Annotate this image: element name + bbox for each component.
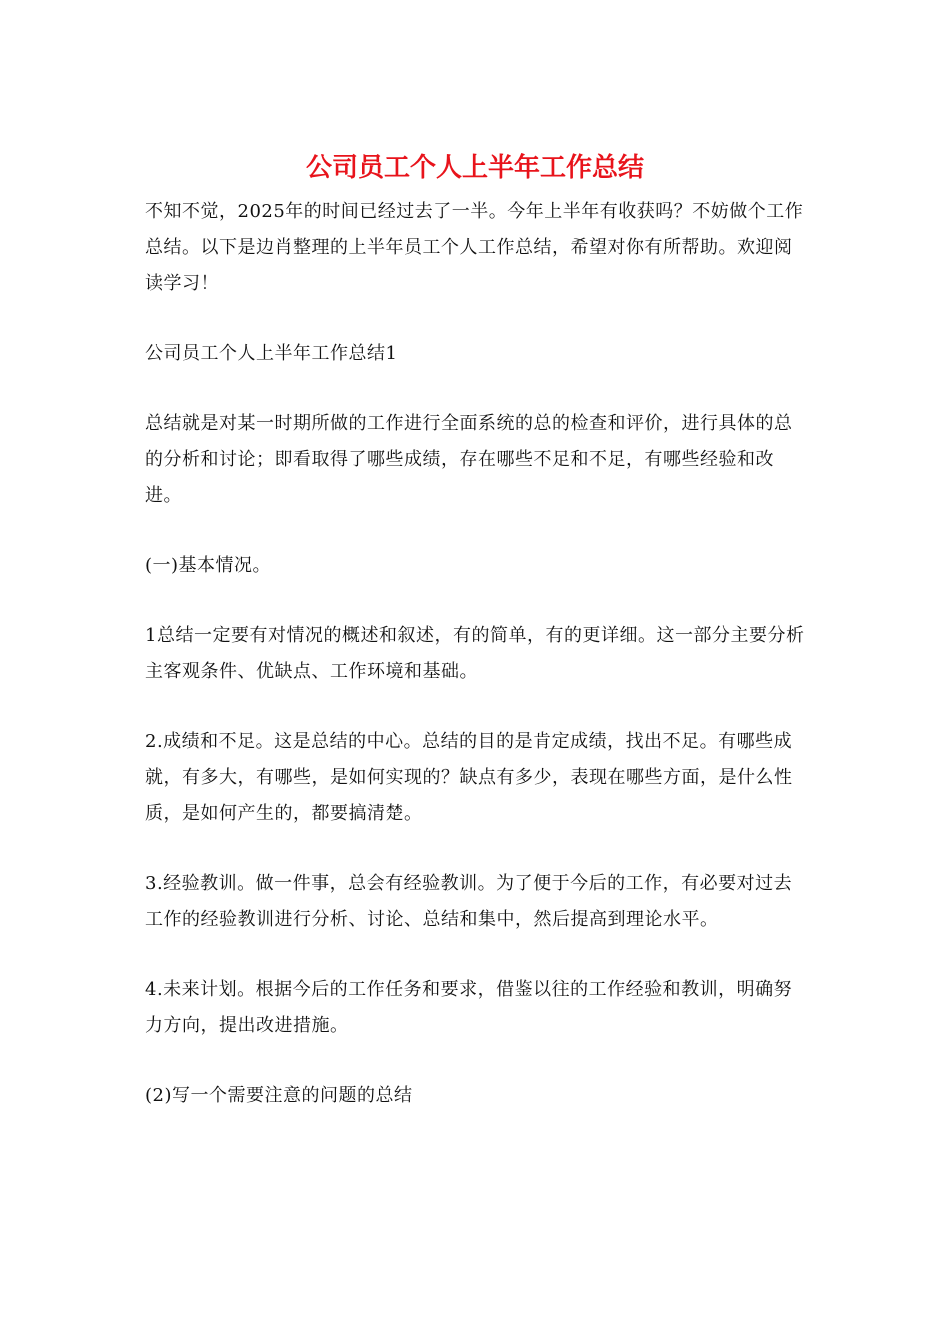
paragraph-definition: 总结就是对某一时期所做的工作进行全面系统的总的检查和评价，进行具体的总的分析和讨论；即看取得了哪些成绩，存在哪些不足和不足，有哪些经验和改进。 (145, 413, 793, 506)
document-body (145, 194, 805, 1148)
paragraph-note: (2)写一个需要注意的问题的总结 (145, 1085, 413, 1106)
paragraph-basic-situation: (一)基本情况。 (145, 555, 272, 576)
paragraph-intro: 不知不觉，2025年的时间已经过去了一半。今年上半年有收获吗？不妨做个工作总结。以下是边肖整理的上半年员工个人工作总结，希望对你有所帮助。欢迎阅读学习！ (145, 201, 804, 294)
paragraph-item-3: 3.经验教训。做一件事，总会有经验教训。为了便于今后的工作，有必要对过去工作的经验教训进行分析、讨论、总结和集中，然后提高到理论水平。 (145, 873, 793, 930)
paragraph-item-1: 1总结一定要有对情况的概述和叙述，有的简单，有的更详细。这一部分主要分析主客观条件、优缺点、工作环境和基础。 (145, 625, 805, 682)
document-title: 公司员工个人上半年工作总结 (305, 153, 644, 183)
paragraph-item-2: 2.成绩和不足。这是总结的中心。总结的目的是肯定成绩，找出不足。有哪些成就，有多大，有哪些，是如何实现的？缺点有多少，表现在哪些方面，是什么性质，是如何产生的，都要搞清楚。 (145, 731, 793, 824)
paragraph-item-4: 4.未来计划。根据今后的工作任务和要求，借鉴以往的工作经验和教训，明确努力方向，提出改进措施。 (145, 979, 793, 1036)
paragraph-section-heading: 公司员工个人上半年工作总结1 (145, 343, 398, 364)
